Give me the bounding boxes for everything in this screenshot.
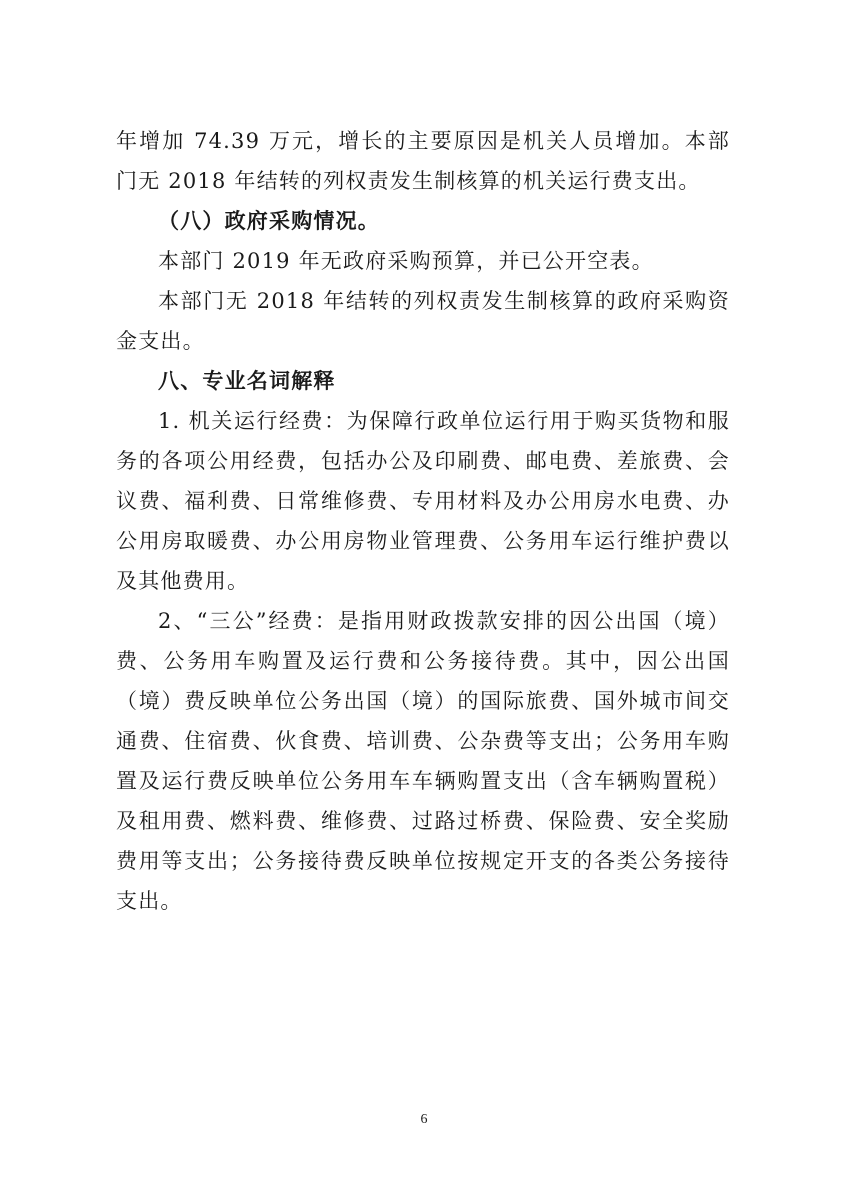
paragraph-procurement-carryover: 本部门无 2018 年结转的列权责发生制核算的政府采购资金支出。: [116, 289, 730, 353]
paragraph-term-three-public-expenses: 2、“三公”经费：是指用财政拨款安排的因公出国（境）费、公务用车购置及运行费和公务接待费。其中，因公出国（境）费反映单位公务出国（境）的国际旅费、国外城市间交通费、住宿费、伙食费、培训费、公杂费等支出；公务用车购置及运行费反映单位公务用车车辆购置支出（含车辆购置税）及租用费、燃料费、维修费、过路过桥费、保险费、安全奖励费用等支出；公务接待费反映单位按规定开支的各类公务接待支出。: [116, 609, 730, 913]
paragraph-term-operating-funds: 1. 机关运行经费：为保障行政单位运行用于购买货物和服务的各项公用经费，包括办公及印刷费、邮电费、差旅费、会议费、福利费、日常维修费、专用材料及办公用房水电费、办公用房取暖费、办公用房物业管理费、公务用车运行维护费以及其他费用。: [116, 409, 730, 593]
paragraph-procurement-budget: 本部门 2019 年无政府采购预算，并已公开空表。: [158, 249, 654, 273]
document-body: [116, 121, 730, 921]
section-heading-government-procurement: （八）政府采购情况。: [158, 209, 380, 233]
section-heading-glossary: 八、专业名词解释: [158, 369, 336, 393]
paragraph-operating-fees-continued: 年增加 74.39 万元，增长的主要原因是机关人员增加。本部门无 2018 年结转的列权责发生制核算的机关运行费支出。: [116, 129, 730, 193]
page-number: 6: [420, 1112, 428, 1127]
